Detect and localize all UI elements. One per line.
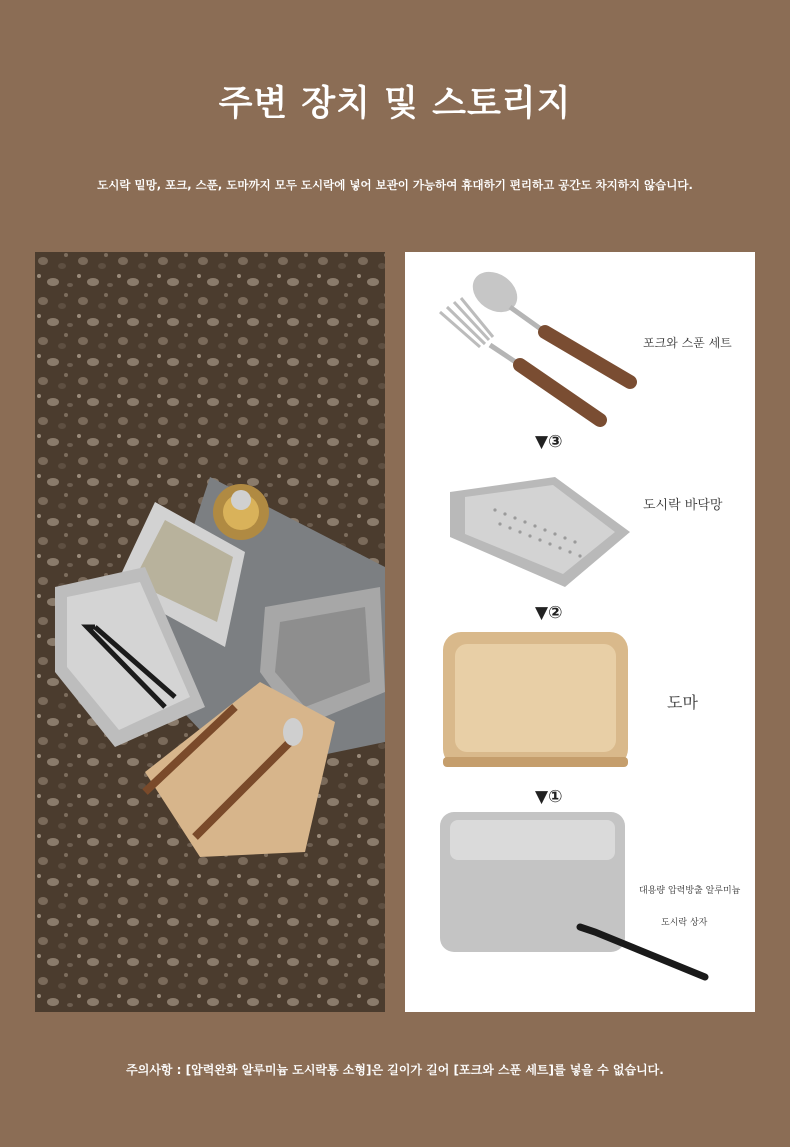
components-panel bbox=[405, 252, 755, 1012]
cutting-board-label: 도마 bbox=[667, 693, 698, 712]
step-2-marker: ▼② bbox=[535, 603, 563, 623]
lunchbox-label-line2: 도시락 상자 bbox=[661, 918, 708, 928]
cutting-board-illustration bbox=[443, 632, 628, 767]
fork-spoon-set-label: 포크와 스푼 세트 bbox=[643, 336, 732, 350]
spoon-illustration bbox=[465, 263, 630, 382]
bottom-net-label: 도시락 바닥망 bbox=[643, 498, 723, 513]
components-illustration bbox=[405, 252, 755, 1012]
step-3-marker: ▼③ bbox=[535, 432, 563, 452]
product-photo bbox=[35, 252, 385, 1012]
caution-notice: 주의사항 : [압력완화 알루미늄 도시락통 소형]은 길이가 길어 [포크와 스푼 세트]를 넣을 수 없습니다. bbox=[126, 1063, 664, 1077]
lunchbox-label-line1: 대용량 압력방출 알루미늄 bbox=[639, 886, 741, 896]
step-1-marker: ▼① bbox=[535, 787, 563, 807]
bottom-net-illustration bbox=[450, 477, 630, 587]
section-subtitle: 도시락 밑망, 포크, 스푼, 도마까지 모두 도시락에 넣어 보관이 가능하여 휴대하기 편리하고 공간도 차지하지 않습니다. bbox=[97, 178, 693, 192]
section-title: 주변 장치 및 스토리지 bbox=[218, 84, 572, 124]
